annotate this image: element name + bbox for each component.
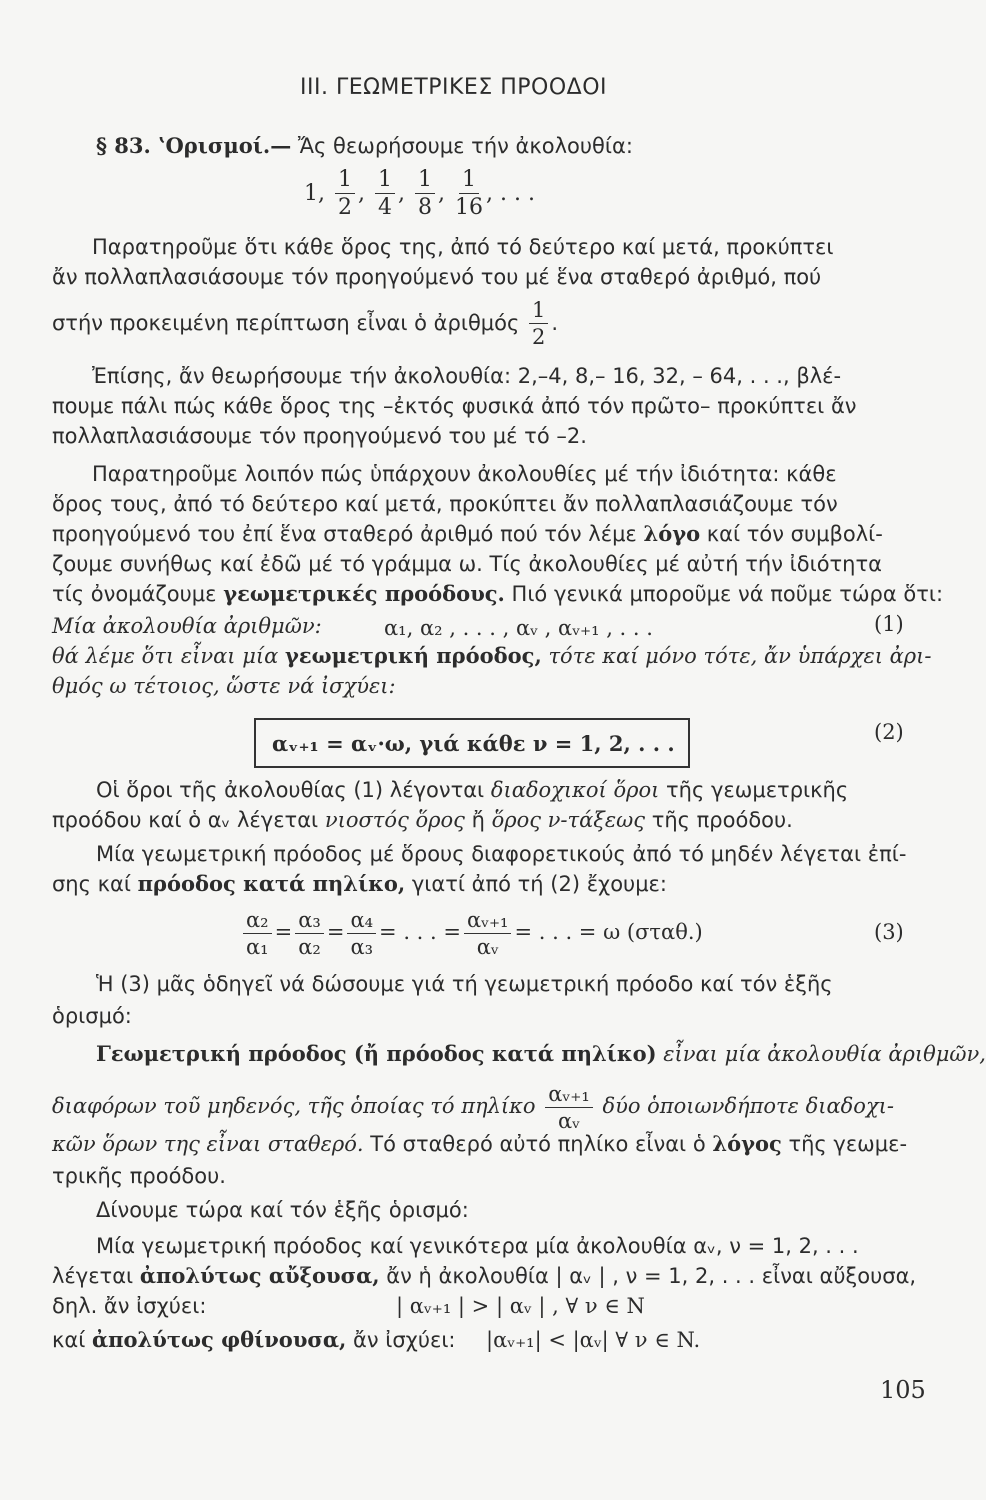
para2-line2: πουμε πάλι πώς κάθε ὅρος της –ἐκτός φυσικά ἀπό τόν πρῶτο– προκύπτει ἄν	[52, 394, 857, 418]
def2-line3: κῶν ὅρων της εἶναι σταθερό. Τό σταθερό αὐτό πηλίκο εἶναι ὁ λόγος τῆς γεωμε-	[52, 1131, 908, 1156]
para8-line4b: |αᵥ₊₁| < |αᵥ| ∀ ν ∈ N.	[486, 1328, 701, 1352]
seq-fraction: $\frac{1}{16}$	[455, 167, 483, 220]
def2-line2: διαφόρων τοῦ μηδενός, τῆς ὁποίας τό πηλίκο $\frac{\text{αᵥ₊₁}}{\text{αᵥ}}$ δύο ὁποιωνδήποτε διαδοχι-	[52, 1081, 895, 1133]
para3-line3: προηγούμενό του ἐπί ἕνα σταθερό ἀριθμό πού τόν λέμε λόγο καί τόν συμβολί-	[52, 521, 883, 546]
page-number: 105	[880, 1376, 926, 1404]
formula3-fraction: $\frac{\text{α₄}}{\text{α₃}}$	[347, 910, 376, 958]
para1-line3: στήν προκειμένη περίπτωση εἶναι ὁ ἀριθμός $\frac{1}{2}$ .	[52, 298, 559, 349]
para2-line3: πολλαπλασιάσουμε τόν προηγούμενό του μέ τό –2.	[52, 424, 587, 448]
section-intro: Ἄς θεωρήσουμε τήν ἀκολουθία:	[297, 134, 633, 158]
formula3-fraction: $\frac{\text{αᵥ₊₁}}{\text{αᵥ}}$	[464, 910, 512, 958]
section-heading	[96, 132, 633, 160]
formula3-fraction: $\frac{\text{α₂}}{\text{α₁}}$	[243, 910, 272, 958]
para6-line2: ὁρισμό:	[52, 1004, 132, 1028]
para8-line2: λέγεται ἀπολύτως αὔξουσα, ἄν ἡ ἀκολουθία | αᵥ | , ν = 1, 2, . . . εἶναι αὔξουσα,	[52, 1263, 917, 1288]
def1-line1: Μία ἀκολουθία ἀριθμῶν:	[52, 614, 322, 638]
def2-line4: τρικῆς προόδου.	[52, 1164, 226, 1188]
equation-number-2: (2)	[874, 720, 904, 744]
para8-line3a: δηλ. ἄν ἰσχύει:	[52, 1294, 207, 1318]
para3-line4: ζουμε συνήθως καί ἐδῶ μέ τό γράμμα ω. Τίς ἀκολουθίες μέ αὐτή τήν ἰδιότητα	[52, 552, 882, 576]
chapter-header: III. ΓΕΩΜΕΤΡΙΚΕΣ ΠΡΟΟΔΟΙ	[300, 75, 608, 100]
section-label: § 83. ʽΟρισμοί.—	[96, 133, 292, 158]
para5-line2: σης καί πρόοδος κατά πηλίκο, γιατί ἀπό τή (2) ἔχουμε:	[52, 871, 667, 896]
para3-line2: ὅρος τους, ἀπό τό δεύτερο καί μετά, προκύπτει ἄν πολλαπλασιάζουμε τόν	[52, 492, 838, 516]
seq-first-term: 1	[304, 181, 318, 206]
seq-fraction: $\frac{1}{2}$	[335, 169, 355, 219]
def1-sequence: α₁, α₂ , . . . , αᵥ , αᵥ₊₁ , . . .	[384, 616, 653, 640]
def1-line3: θμός ω τέτοιος, ὥστε νά ἰσχύει:	[52, 674, 396, 698]
ratio-fraction: $\frac{1}{2}$	[529, 300, 548, 348]
seq-fraction: $\frac{1}{4}$	[375, 169, 395, 219]
para3-line1: Παρατηροῦμε λοιπόν πώς ὑπάρχουν ἀκολουθίες μέ τήν ἰδιότητα: κάθε	[92, 462, 837, 486]
para4-line2: προόδου καί ὁ αᵥ λέγεται νιοστός ὅρος ἤ ὅρος ν-τάξεως τῆς προόδου.	[52, 808, 793, 832]
para8-line3b: | αᵥ₊₁ | > | αᵥ | , ∀ ν ∈ N	[396, 1294, 645, 1318]
para6-line1: Ἡ (3) μᾶς ὁδηγεῖ νά δώσουμε γιά τή γεωμετρική πρόοδο καί τόν ἑξῆς	[96, 972, 833, 996]
formula-2: αᵥ₊₁ = αᵥ·ω, γιά κάθε ν = 1, 2, . . .	[272, 730, 675, 756]
def2-line1: Γεωμετρική πρόοδος (ἤ πρόοδος κατά πηλίκο) εἶναι μία ἀκολουθία ἀριθμῶν,	[96, 1041, 986, 1066]
formula-box	[254, 718, 690, 768]
para8-line4a: καί ἀπολύτως φθίνουσα, ἄν ἰσχύει:	[52, 1327, 456, 1352]
equation-number-1: (1)	[874, 612, 904, 636]
para1-line1: Παρατηροῦμε ὅτι κάθε ὅρος της, ἀπό τό δεύτερο καί μετά, προκύπτει	[92, 235, 834, 259]
quotient-fraction: $\frac{\text{αᵥ₊₁}}{\text{αᵥ}}$	[545, 1084, 593, 1132]
para1-line2: ἄν πολλαπλασιάσουμε τόν προηγούμενό του μέ ἕνα σταθερό ἀριθμό, πού	[52, 265, 822, 289]
seq-ellipsis: , . . .	[486, 181, 535, 206]
formula3-fraction: $\frac{\text{α₃}}{\text{α₂}}$	[295, 910, 324, 958]
para5-line1: Μία γεωμετρική πρόοδος μέ ὅρους διαφορετικούς ἀπό τό μηδέν λέγεται ἐπί-	[96, 842, 907, 866]
formula-3: $\frac{\text{α₂}}{\text{α₁}}$ = $\frac{\text{α₃}}{\text{α₂}}$ = $\frac{\text{α₄}}{\text{α₃}}$ = . . . = $\frac{\text{αᵥ₊₁}}{\text{αᵥ}}$ = . . . = ω (σταθ.)	[240, 904, 703, 960]
sequence-halves: 1, $\frac{1}{2}$ , $\frac{1}{4}$ , $\frac{1}{8}$ , $\frac{1}{16}$ , . . .	[304, 167, 535, 220]
def1-line2: θά λέμε ὅτι εἶναι μία γεωμετρική πρόοδος, τότε καί μόνο τότε, ἄν ὑπάρχει ἀρι-	[52, 643, 932, 668]
para2-line1: Ἐπίσης, ἄν θεωρήσουμε τήν ἀκολουθία: 2,–4, 8,– 16, 32, – 64, . . ., βλέ-	[92, 364, 842, 388]
para3-line5: τίς ὀνομάζουμε γεωμετρικές προόδους. Πιό γενικά μποροῦμε νά ποῦμε τώρα ὅτι:	[52, 581, 944, 606]
seq-fraction: $\frac{1}{8}$	[415, 169, 435, 219]
para4-line1: Οἱ ὅροι τῆς ἀκολουθίας (1) λέγονται διαδοχικοί ὅροι τῆς γεωμετρικῆς	[96, 778, 849, 802]
para8-line1: Μία γεωμετρική πρόοδος καί γενικότερα μία ἀκολουθία αᵥ, ν = 1, 2, . . .	[96, 1234, 859, 1258]
equation-number-3: (3)	[874, 920, 904, 944]
para7: Δίνουμε τώρα καί τόν ἑξῆς ὁρισμό:	[96, 1198, 469, 1222]
